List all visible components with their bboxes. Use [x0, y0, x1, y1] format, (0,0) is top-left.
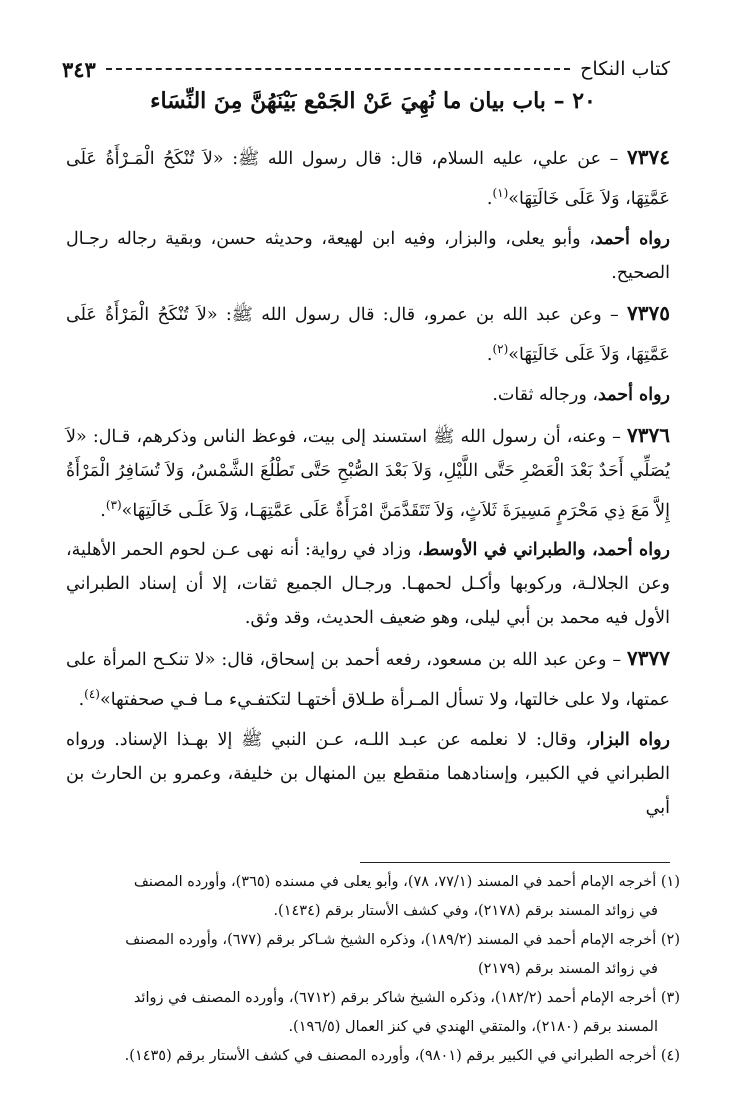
hadith-number: ٧٣٧٤ [627, 145, 670, 169]
narration-lead: رواه أحمد [597, 384, 670, 405]
hadith-text: – عن علي، عليه السلام، قال: قال رسول الله ﷺ: «لاَ تُنْكَحُ الْمَـرْأَةُ عَلَى عَمَّتِهَا، وَلاَ عَلَى خَالَتِهَا» [66, 149, 670, 209]
narration-lead: رواه البزار [591, 730, 670, 751]
hadith-end: . [100, 500, 106, 521]
hadith-paragraph [66, 140, 670, 216]
footnote-ref: (١) [492, 186, 509, 200]
hadith-number: ٧٣٧٧ [627, 646, 670, 671]
footnote [66, 984, 680, 1042]
footnote-line: (٣) أخرجه الإمام أحمد (١٨٢/٢)، وذكره الشيخ شاكر برقم (٦٧١٢)، وأورده المصنف في زوائد [133, 990, 680, 1006]
hadith-end: . [486, 188, 493, 209]
hadith-text: – وعن عبد الله بن عمرو، قال: قال رسول الله ﷺ: «لاَ تُنْكَحُ الْمَرْأَةُ عَلَى عَمَّتِهَا، وَلاَ عَلَى خَالَتِهَا» [66, 304, 670, 365]
footnote-separator [360, 862, 670, 863]
footnote [66, 926, 680, 984]
footnote-line-cont: في زوائد المسند برقم (٢١٧٩) [478, 961, 658, 977]
hadith-paragraph [66, 418, 670, 528]
narration-paragraph [66, 222, 670, 290]
hadith-paragraph [66, 296, 670, 372]
narration-text: ، وقال: لا نعلمه عن عبـد اللـه، عـن النبي ﷺ إلا بهـذا الإسناد. ورواه الطبراني في الكبير، وإسنادهما منقطع بين المنهال بن خليفة، وعمرو بن الحارث بن أبي [66, 730, 670, 819]
narration-lead: رواه أحمد [594, 228, 670, 249]
narration-lead: رواه أحمد، والطبراني في الأوسط [422, 540, 670, 561]
narration-paragraph [66, 533, 670, 635]
footnote [66, 868, 680, 926]
running-header [62, 54, 670, 84]
narration-paragraph [66, 723, 670, 825]
footnotes [66, 868, 680, 1071]
main-text [66, 140, 670, 831]
footnote-ref: (٤) [84, 687, 100, 702]
footnote-ref: (٢) [492, 341, 509, 356]
hadith-text: – وعنه، أن رسول الله ﷺ استسند إلى بيت، فوعظ الناس وذكرهم، قـال: «لاَ يُصَلِّي أَحَدٌ بَعْدَ الْعَصْرِ حَتَّى اللَّيْلِ، وَلاَ بَعْدَ الصُّبْحِ حَتَّى تَطْلُعَ الشَّمْسُ، وَلاَ تُسَافِرُ الْمَرْأَةُ إِلاَّ مَعَ ذِي مَحْرَمٍ مَسِيرَةَ ثَلاَثٍ، وَلاَ تَتَقَدَّمَنَّ امْرَأَةٌ عَلَى عَمَّتِهَـا، وَلاَ عَلَـى خَالَتِهَا» [66, 426, 670, 521]
hadith-end: . [486, 344, 493, 365]
hadith-number: ٧٣٧٦ [627, 422, 670, 447]
footnote [66, 1042, 680, 1071]
narration-paragraph [66, 378, 670, 412]
narration-text: ، وزاد في رواية: أنه نهى عـن لحوم الحمر الأهلية، وعن الجلالـة، وركوبها وأكـل لحمهـا. ورجـال الجميع ثقات، إلا أن إسناد الطبراني الأول فيه محمد بن أبي ليلى، وهو ضعيف الحديث، وقد وثق. [66, 540, 670, 629]
hadith-paragraph [66, 641, 670, 717]
book-title: كتاب النكاح [580, 58, 670, 80]
narration-text: ، وأبو يعلى، والبزار، وفيه ابن لهيعة، وحديثه حسن، وبقية رجاله رجـال الصحيح. [66, 228, 670, 283]
narration-text: ، ورجاله ثقات. [492, 384, 598, 405]
footnote-line-cont: في زوائد المسند برقم (٢١٧٨)، وفي كشف الأستار برقم (١٤٣٤). [273, 903, 658, 919]
footnote-line: (١) أخرجه الإمام أحمد في المسند (٧٧/١، ٧٨)، وأبو يعلى في مسنده (٣٦٥)، وأورده المصنف [133, 874, 680, 890]
footnote-line-cont: المسند برقم (٢١٨٠)، والمتقي الهندي في كنز العمال (١٩٦/٥). [288, 1019, 658, 1035]
chapter-heading: ٢٠ – باب بيان ما نُهِيَ عَنْ الجَمْع بَيْنَهُنَّ مِنَ النِّسَاء [150, 88, 596, 114]
hadith-number: ٧٣٧٥ [627, 300, 670, 325]
header-dashed-rule [106, 68, 570, 70]
footnote-ref: (٣) [105, 497, 122, 512]
footnote-line: (٢) أخرجه الإمام أحمد في المسند (١٨٩/٢)، وذكره الشيخ شـاكر برقم (٦٧٧)، وأورده المصنف [125, 932, 680, 948]
footnote-line: (٤) أخرجه الطبراني في الكبير برقم (٩٨٠١)، وأورده المصنف في كشف الأستار برقم (١٤٣٥). [124, 1048, 680, 1064]
hadith-end: . [78, 690, 85, 711]
page-number: ٣٤٣ [62, 56, 96, 82]
hadith-text: – وعن عبد الله بن مسعود، رفعه أحمد بن إسحاق، قال: «لا تنكـح المرأة على عمتها، ولا على خالتها، ولا تسأل المـرأة طـلاق أختهـا لتكتفـيء مـا فـي صحفتها» [66, 650, 670, 711]
